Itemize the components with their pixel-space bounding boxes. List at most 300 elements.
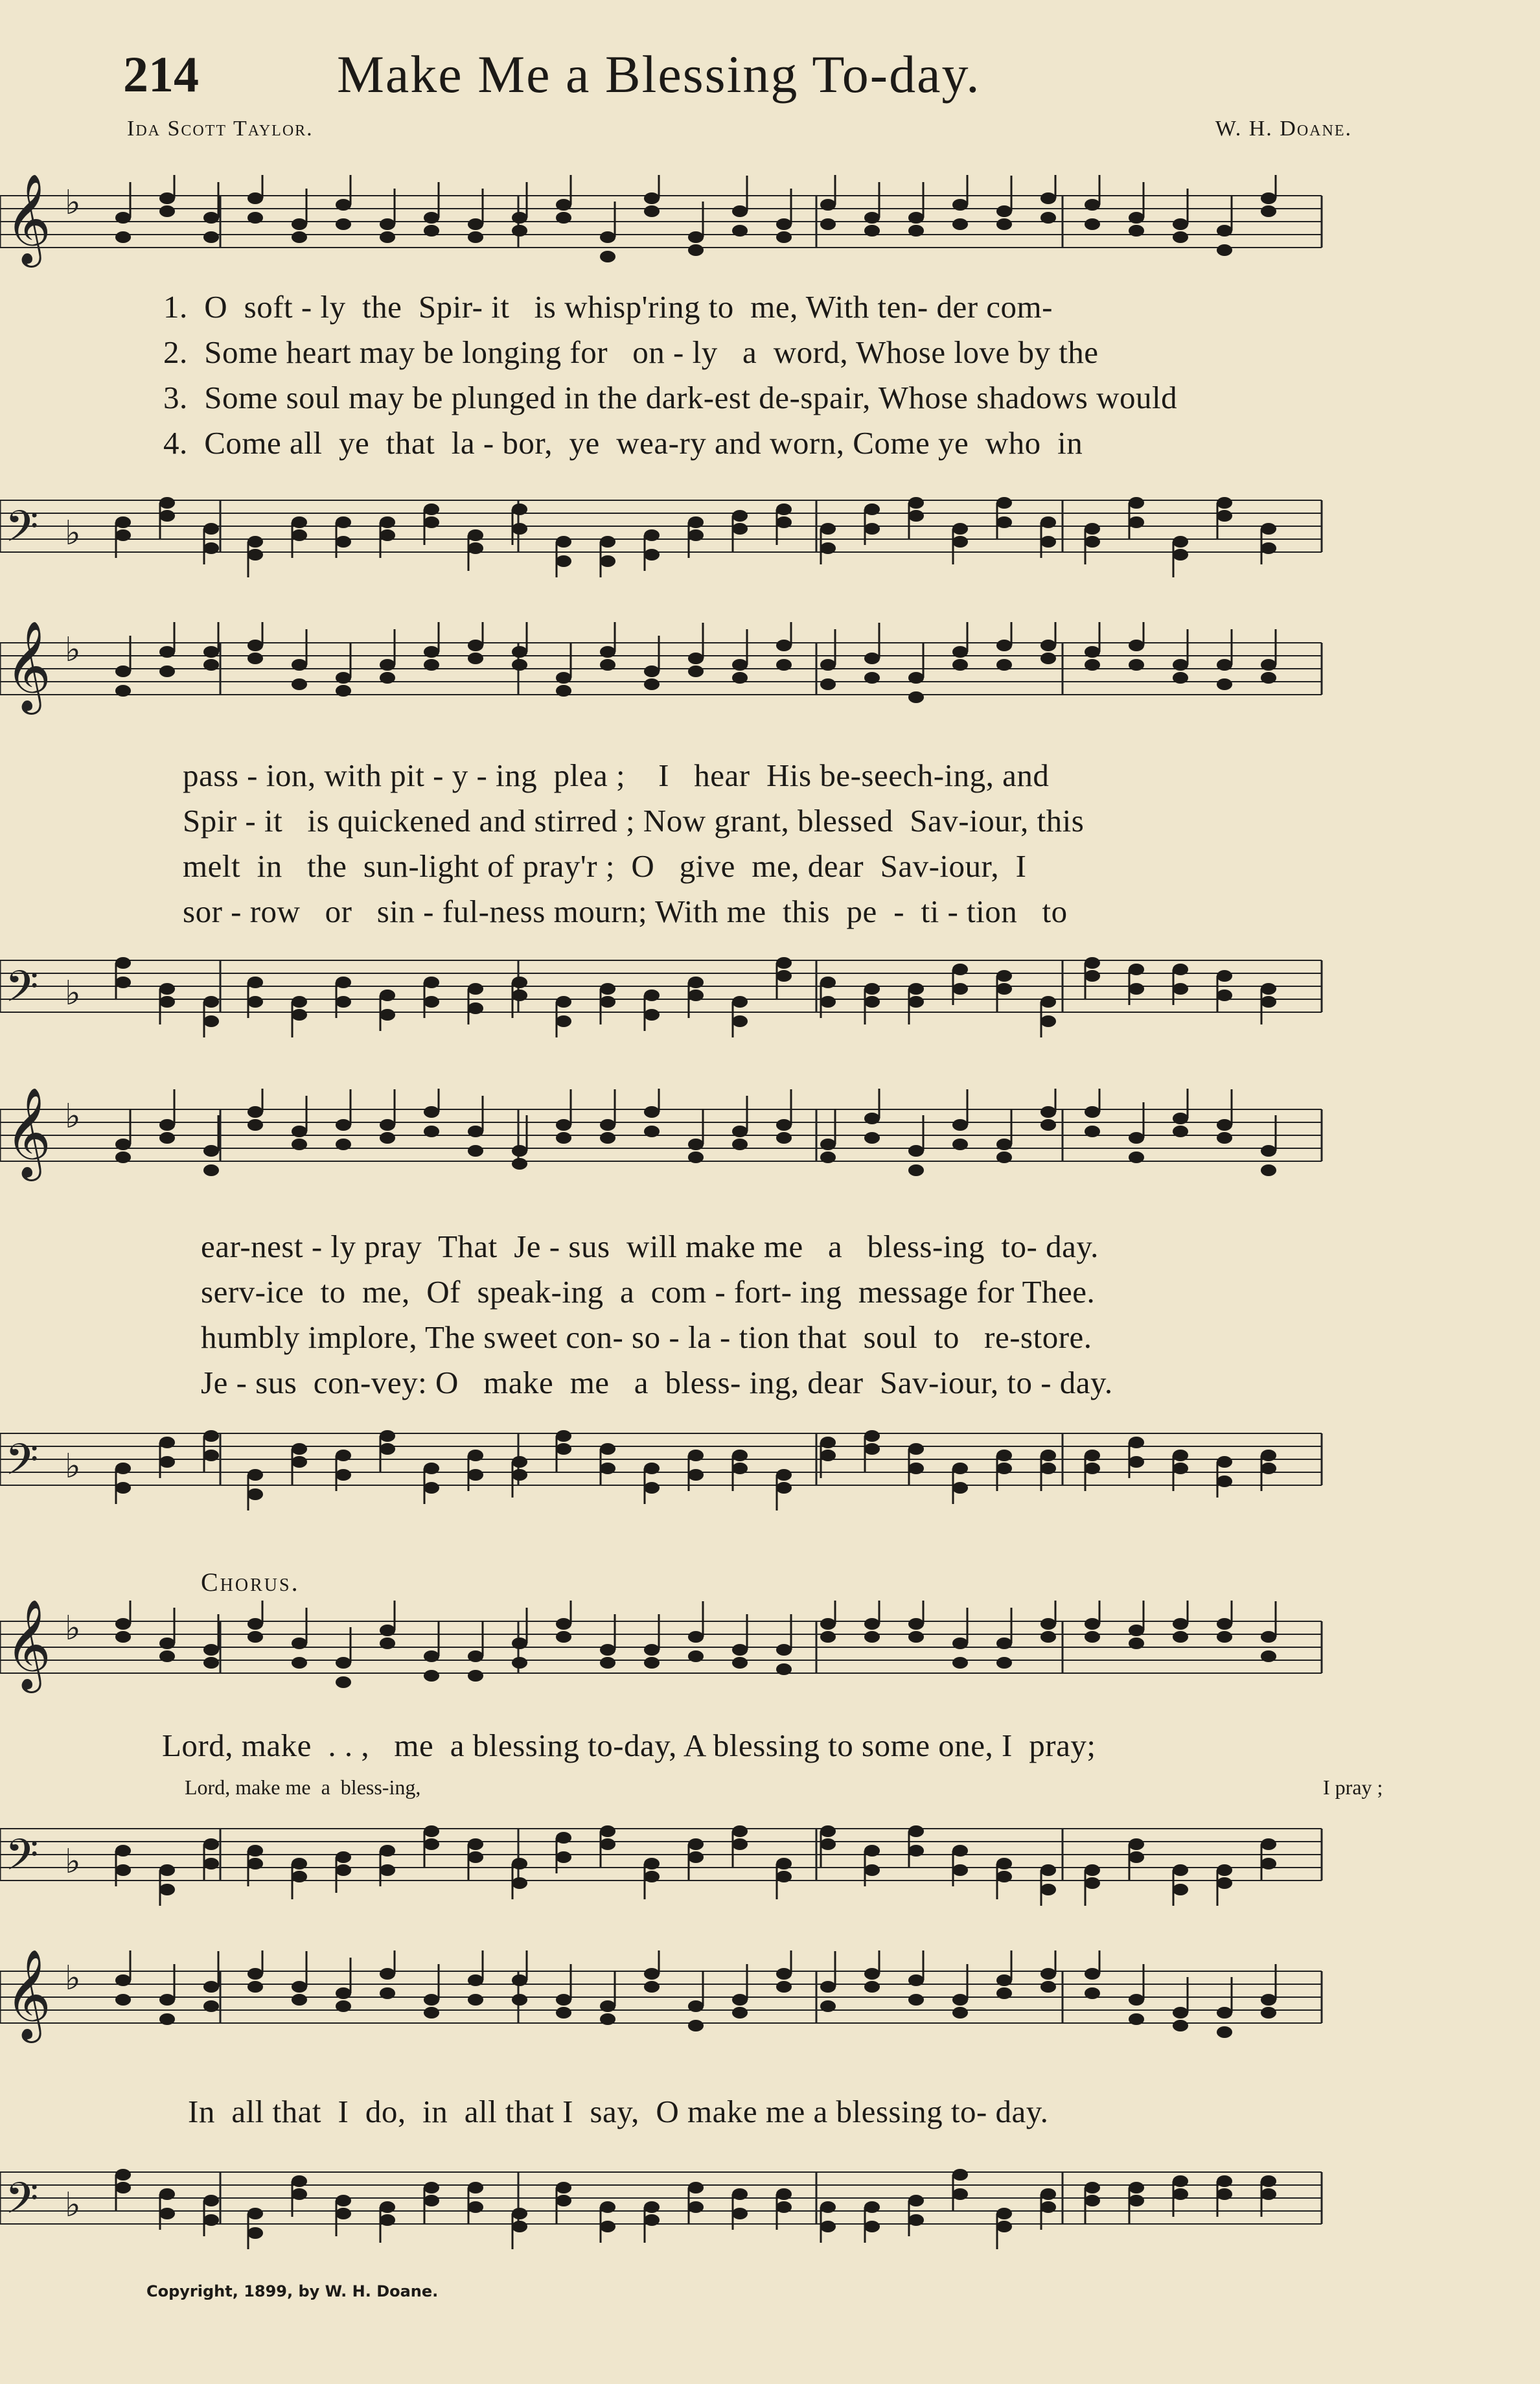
note-head-icon bbox=[644, 1009, 660, 1021]
note-head-icon bbox=[732, 996, 748, 1008]
note-head-icon bbox=[115, 1974, 131, 1986]
bass-staff-system-2 bbox=[0, 940, 1328, 1056]
note-head-icon bbox=[115, 1845, 131, 1857]
note-head-icon bbox=[688, 2182, 704, 2193]
note-head-icon bbox=[468, 2182, 483, 2193]
note-head-icon bbox=[468, 2201, 483, 2213]
note-head-icon bbox=[1040, 1106, 1056, 1118]
note-head-icon bbox=[688, 2201, 704, 2213]
note-head-icon bbox=[1040, 516, 1056, 528]
note-head-icon bbox=[468, 231, 483, 243]
bass-clef-icon: 𝄢 bbox=[5, 962, 39, 1022]
note-head-icon bbox=[600, 1463, 615, 1474]
note-head-icon bbox=[776, 970, 792, 982]
note-head-icon bbox=[468, 218, 483, 230]
note-head-icon bbox=[468, 1838, 483, 1850]
note-head-icon bbox=[908, 2195, 924, 2206]
note-head-icon bbox=[776, 516, 792, 528]
note-head-icon bbox=[424, 2007, 439, 2019]
note-head-icon bbox=[820, 1437, 836, 1448]
note-head-icon bbox=[203, 2214, 219, 2226]
note-head-icon bbox=[688, 2000, 704, 2012]
note-head-icon bbox=[1085, 218, 1100, 230]
note-head-icon bbox=[776, 659, 792, 671]
note-head-icon bbox=[1040, 653, 1056, 664]
note-head-icon bbox=[1085, 2182, 1100, 2193]
note-head-icon bbox=[468, 640, 483, 651]
note-head-icon bbox=[1217, 497, 1232, 509]
note-head-icon bbox=[820, 678, 836, 690]
note-head-icon bbox=[1261, 2175, 1276, 2187]
note-head-icon bbox=[1217, 989, 1232, 1001]
note-head-icon bbox=[1173, 2175, 1188, 2187]
note-head-icon bbox=[203, 1450, 219, 1461]
note-head-icon bbox=[732, 1450, 748, 1461]
bass-staff-system-4 bbox=[0, 1808, 1328, 1925]
note-head-icon bbox=[952, 218, 968, 230]
note-head-icon bbox=[424, 503, 439, 515]
note-head-icon bbox=[1129, 983, 1144, 995]
note-head-icon bbox=[864, 1981, 880, 1993]
note-head-icon bbox=[292, 2175, 307, 2187]
note-head-icon bbox=[732, 1825, 748, 1837]
treble-clef-icon: 𝄞 bbox=[5, 1601, 51, 1689]
note-head-icon bbox=[644, 529, 660, 541]
note-head-icon bbox=[424, 659, 439, 671]
note-head-icon bbox=[247, 1631, 263, 1643]
note-head-icon bbox=[600, 2221, 615, 2232]
note-head-icon bbox=[996, 1151, 1012, 1163]
note-head-icon bbox=[1173, 536, 1188, 548]
verse-line: humbly implore, The sweet con- so - la - tion that soul to re-store. bbox=[201, 1319, 1092, 1355]
treble-clef-icon: 𝄞 bbox=[5, 1950, 51, 2039]
note-head-icon bbox=[688, 1851, 704, 1863]
note-head-icon bbox=[820, 199, 836, 211]
note-head-icon bbox=[600, 646, 615, 658]
note-head-icon bbox=[1085, 1631, 1100, 1643]
note-head-icon bbox=[247, 2208, 263, 2219]
note-head-icon bbox=[688, 529, 704, 541]
treble-staff-system-4 bbox=[0, 1601, 1328, 1711]
note-head-icon bbox=[864, 1618, 880, 1630]
note-head-icon bbox=[1085, 1877, 1100, 1889]
note-head-icon bbox=[1085, 536, 1100, 548]
note-head-icon bbox=[688, 1139, 704, 1150]
note-head-icon bbox=[1129, 497, 1144, 509]
note-head-icon bbox=[424, 1463, 439, 1474]
note-head-icon bbox=[1040, 1981, 1056, 1993]
note-head-icon bbox=[688, 665, 704, 677]
note-head-icon bbox=[159, 983, 175, 995]
note-head-icon bbox=[380, 1443, 395, 1455]
note-head-icon bbox=[644, 2201, 660, 2213]
note-head-icon bbox=[908, 1164, 924, 1176]
note-head-icon bbox=[908, 225, 924, 237]
note-head-icon bbox=[776, 2188, 792, 2200]
note-head-icon bbox=[1173, 983, 1188, 995]
note-head-icon bbox=[556, 1443, 571, 1455]
note-head-icon bbox=[512, 2221, 527, 2232]
note-head-icon bbox=[952, 1864, 968, 1876]
note-head-icon bbox=[864, 1845, 880, 1857]
note-head-icon bbox=[115, 957, 131, 969]
note-head-icon bbox=[644, 1106, 660, 1118]
note-head-icon bbox=[732, 672, 748, 684]
note-head-icon bbox=[380, 659, 395, 671]
note-head-icon bbox=[996, 1657, 1012, 1669]
note-head-icon bbox=[732, 2007, 748, 2019]
note-head-icon bbox=[776, 1663, 792, 1675]
note-head-icon bbox=[644, 1981, 660, 1993]
note-head-icon bbox=[424, 977, 439, 988]
note-head-icon bbox=[600, 983, 615, 995]
note-head-icon bbox=[1261, 1450, 1276, 1461]
note-head-icon bbox=[600, 1119, 615, 1131]
note-head-icon bbox=[996, 205, 1012, 217]
note-head-icon bbox=[115, 529, 131, 541]
note-head-icon bbox=[292, 1994, 307, 2006]
note-head-icon bbox=[468, 653, 483, 664]
note-head-icon bbox=[1261, 983, 1276, 995]
note-head-icon bbox=[952, 1139, 968, 1150]
note-head-icon bbox=[1173, 659, 1188, 671]
note-head-icon bbox=[644, 549, 660, 561]
note-head-icon bbox=[292, 516, 307, 528]
note-head-icon bbox=[820, 1981, 836, 1993]
note-head-icon bbox=[1040, 1631, 1056, 1643]
note-head-icon bbox=[1040, 1864, 1056, 1876]
note-head-icon bbox=[159, 2208, 175, 2219]
note-head-icon bbox=[380, 231, 395, 243]
note-head-icon bbox=[380, 218, 395, 230]
note-head-icon bbox=[1173, 1618, 1188, 1630]
note-head-icon bbox=[468, 1851, 483, 1863]
note-head-icon bbox=[336, 672, 351, 684]
note-head-icon bbox=[512, 1638, 527, 1649]
note-head-icon bbox=[908, 2214, 924, 2226]
note-head-icon bbox=[1129, 1437, 1144, 1448]
note-head-icon bbox=[908, 983, 924, 995]
note-head-icon bbox=[644, 1858, 660, 1869]
note-head-icon bbox=[247, 192, 263, 204]
note-head-icon bbox=[952, 1994, 968, 2006]
note-head-icon bbox=[336, 1450, 351, 1461]
note-head-icon bbox=[247, 1981, 263, 1993]
note-head-icon bbox=[380, 2201, 395, 2213]
note-head-icon bbox=[820, 996, 836, 1008]
note-head-icon bbox=[115, 2182, 131, 2193]
note-head-icon bbox=[556, 996, 571, 1008]
note-head-icon bbox=[864, 212, 880, 224]
note-head-icon bbox=[115, 516, 131, 528]
note-head-icon bbox=[1173, 2007, 1188, 2019]
note-head-icon bbox=[776, 1858, 792, 1869]
note-head-icon bbox=[776, 1981, 792, 1993]
note-head-icon bbox=[952, 2007, 968, 2019]
note-head-icon bbox=[1173, 218, 1188, 230]
note-head-icon bbox=[776, 957, 792, 969]
note-head-icon bbox=[600, 2013, 615, 2025]
note-head-icon bbox=[864, 225, 880, 237]
note-head-icon bbox=[115, 1631, 131, 1643]
note-head-icon bbox=[468, 1974, 483, 1986]
note-head-icon bbox=[336, 2208, 351, 2219]
note-head-icon bbox=[247, 653, 263, 664]
note-head-icon bbox=[908, 1443, 924, 1455]
note-head-icon bbox=[1217, 2188, 1232, 2200]
note-head-icon bbox=[468, 1450, 483, 1461]
note-head-icon bbox=[644, 1463, 660, 1474]
note-head-icon bbox=[732, 1015, 748, 1027]
note-head-icon bbox=[247, 212, 263, 224]
note-head-icon bbox=[512, 1145, 527, 1157]
note-head-icon bbox=[864, 983, 880, 995]
note-head-icon bbox=[424, 1650, 439, 1662]
note-head-icon bbox=[600, 1443, 615, 1455]
note-head-icon bbox=[776, 1871, 792, 1882]
note-head-icon bbox=[732, 659, 748, 671]
note-head-icon bbox=[336, 1119, 351, 1131]
note-head-icon bbox=[292, 2188, 307, 2200]
note-head-icon bbox=[336, 996, 351, 1008]
note-head-icon bbox=[1217, 1119, 1232, 1131]
note-head-icon bbox=[556, 555, 571, 567]
note-head-icon bbox=[1217, 1864, 1232, 1876]
note-head-icon bbox=[864, 503, 880, 515]
note-head-icon bbox=[776, 503, 792, 515]
note-head-icon bbox=[115, 977, 131, 988]
note-head-icon bbox=[1040, 2201, 1056, 2213]
note-head-icon bbox=[1085, 1618, 1100, 1630]
bass-staff-system-1 bbox=[0, 480, 1328, 596]
note-head-icon bbox=[247, 1106, 263, 1118]
note-head-icon bbox=[1085, 1987, 1100, 1999]
note-head-icon bbox=[247, 977, 263, 988]
note-head-icon bbox=[644, 2214, 660, 2226]
note-head-icon bbox=[996, 640, 1012, 651]
note-head-icon bbox=[468, 1670, 483, 1682]
note-head-icon bbox=[908, 672, 924, 684]
note-head-icon bbox=[556, 2195, 571, 2206]
note-head-icon bbox=[1261, 1838, 1276, 1850]
note-head-icon bbox=[644, 1126, 660, 1137]
note-head-icon bbox=[468, 1002, 483, 1014]
note-head-icon bbox=[1085, 1864, 1100, 1876]
note-head-icon bbox=[996, 1638, 1012, 1649]
note-head-icon bbox=[996, 1450, 1012, 1461]
note-head-icon bbox=[1040, 1463, 1056, 1474]
note-head-icon bbox=[1261, 2188, 1276, 2200]
note-head-icon bbox=[1085, 1463, 1100, 1474]
note-head-icon bbox=[1129, 1994, 1144, 2006]
note-head-icon bbox=[115, 1463, 131, 1474]
note-head-icon bbox=[292, 1443, 307, 1455]
note-head-icon bbox=[380, 1864, 395, 1876]
note-head-icon bbox=[159, 2188, 175, 2200]
note-head-icon bbox=[996, 1463, 1012, 1474]
note-head-icon bbox=[159, 510, 175, 522]
note-head-icon bbox=[203, 1981, 219, 1993]
note-head-icon bbox=[556, 2007, 571, 2019]
note-head-icon bbox=[820, 977, 836, 988]
note-head-icon bbox=[1217, 510, 1232, 522]
note-head-icon bbox=[776, 2201, 792, 2213]
note-head-icon bbox=[159, 1884, 175, 1895]
note-head-icon bbox=[644, 665, 660, 677]
note-head-icon bbox=[159, 1119, 175, 1131]
note-head-icon bbox=[996, 1139, 1012, 1150]
note-head-icon bbox=[556, 212, 571, 224]
note-head-icon bbox=[380, 516, 395, 528]
note-head-icon bbox=[688, 244, 704, 256]
note-head-icon bbox=[380, 1845, 395, 1857]
note-head-icon bbox=[1261, 1858, 1276, 1869]
note-head-icon bbox=[292, 678, 307, 690]
note-head-icon bbox=[776, 640, 792, 651]
note-head-icon bbox=[600, 2201, 615, 2213]
note-head-icon bbox=[556, 1851, 571, 1863]
note-head-icon bbox=[1085, 523, 1100, 535]
note-head-icon bbox=[1040, 1450, 1056, 1461]
note-head-icon bbox=[688, 653, 704, 664]
note-head-icon bbox=[115, 212, 131, 224]
note-head-icon bbox=[952, 646, 968, 658]
note-head-icon bbox=[908, 1631, 924, 1643]
note-head-icon bbox=[1261, 1994, 1276, 2006]
note-head-icon bbox=[732, 2208, 748, 2219]
note-head-icon bbox=[732, 1139, 748, 1150]
note-head-icon bbox=[247, 2227, 263, 2239]
note-head-icon bbox=[1129, 1851, 1144, 1863]
bass-staff-system-5 bbox=[0, 2151, 1328, 2274]
note-head-icon bbox=[1040, 2188, 1056, 2200]
note-head-icon bbox=[864, 1631, 880, 1643]
note-head-icon bbox=[159, 497, 175, 509]
flat-icon: ♭ bbox=[65, 514, 81, 553]
note-head-icon bbox=[556, 1015, 571, 1027]
note-head-icon bbox=[203, 542, 219, 554]
note-head-icon bbox=[247, 996, 263, 1008]
note-head-icon bbox=[864, 1430, 880, 1442]
note-head-icon bbox=[644, 192, 660, 204]
note-head-icon bbox=[159, 1132, 175, 1144]
note-head-icon bbox=[115, 2169, 131, 2181]
note-head-icon bbox=[1217, 678, 1232, 690]
note-head-icon bbox=[247, 1119, 263, 1131]
note-head-icon bbox=[380, 1430, 395, 1442]
note-head-icon bbox=[908, 691, 924, 703]
note-head-icon bbox=[380, 1132, 395, 1144]
note-head-icon bbox=[732, 1644, 748, 1656]
note-head-icon bbox=[1085, 646, 1100, 658]
note-head-icon bbox=[247, 1469, 263, 1481]
note-head-icon bbox=[1129, 659, 1144, 671]
note-head-icon bbox=[600, 555, 615, 567]
note-head-icon bbox=[688, 989, 704, 1001]
note-head-icon bbox=[644, 678, 660, 690]
note-head-icon bbox=[908, 510, 924, 522]
note-head-icon bbox=[644, 1482, 660, 1494]
note-head-icon bbox=[115, 231, 131, 243]
note-head-icon bbox=[336, 2000, 351, 2012]
note-head-icon bbox=[732, 205, 748, 217]
note-head-icon bbox=[688, 1631, 704, 1643]
note-head-icon bbox=[292, 218, 307, 230]
flat-icon: ♭ bbox=[65, 974, 81, 1013]
note-head-icon bbox=[1217, 2026, 1232, 2038]
note-head-icon bbox=[952, 2169, 968, 2181]
note-head-icon bbox=[159, 192, 175, 204]
note-head-icon bbox=[1217, 1877, 1232, 1889]
note-head-icon bbox=[1085, 970, 1100, 982]
note-head-icon bbox=[512, 659, 527, 671]
note-head-icon bbox=[776, 1644, 792, 1656]
note-head-icon bbox=[1129, 516, 1144, 528]
note-head-icon bbox=[159, 1456, 175, 1468]
note-head-icon bbox=[556, 685, 571, 697]
note-head-icon bbox=[1129, 1151, 1144, 1163]
note-head-icon bbox=[336, 199, 351, 211]
note-head-icon bbox=[820, 2201, 836, 2213]
note-head-icon bbox=[1129, 640, 1144, 651]
note-head-icon bbox=[644, 1644, 660, 1656]
bass-clef-icon: 𝄢 bbox=[5, 502, 39, 562]
note-head-icon bbox=[908, 1618, 924, 1630]
note-head-icon bbox=[1261, 1631, 1276, 1643]
note-head-icon bbox=[292, 1126, 307, 1137]
note-head-icon bbox=[247, 1968, 263, 1980]
note-head-icon bbox=[115, 1994, 131, 2006]
note-head-icon bbox=[908, 996, 924, 1008]
note-head-icon bbox=[864, 2201, 880, 2213]
note-head-icon bbox=[292, 659, 307, 671]
note-head-icon bbox=[1217, 244, 1232, 256]
note-head-icon bbox=[820, 659, 836, 671]
note-head-icon bbox=[952, 523, 968, 535]
note-head-icon bbox=[512, 1994, 527, 2006]
note-head-icon bbox=[556, 536, 571, 548]
note-head-icon bbox=[159, 2013, 175, 2025]
note-head-icon bbox=[864, 1132, 880, 1144]
note-head-icon bbox=[776, 231, 792, 243]
note-head-icon bbox=[820, 1450, 836, 1461]
note-head-icon bbox=[600, 1644, 615, 1656]
note-head-icon bbox=[864, 1443, 880, 1455]
note-head-icon bbox=[1040, 1968, 1056, 1980]
note-head-icon bbox=[115, 685, 131, 697]
note-head-icon bbox=[600, 231, 615, 243]
note-head-icon bbox=[159, 205, 175, 217]
note-head-icon bbox=[292, 1638, 307, 1649]
note-head-icon bbox=[1217, 1631, 1232, 1643]
note-head-icon bbox=[1261, 1145, 1276, 1157]
note-head-icon bbox=[203, 212, 219, 224]
treble-staff-system-2 bbox=[0, 622, 1328, 726]
note-head-icon bbox=[424, 1825, 439, 1837]
note-head-icon bbox=[908, 1994, 924, 2006]
note-head-icon bbox=[820, 1151, 836, 1163]
note-head-icon bbox=[1261, 1650, 1276, 1662]
note-head-icon bbox=[952, 1638, 968, 1649]
note-head-icon bbox=[424, 646, 439, 658]
hymn-number: 214 bbox=[123, 46, 199, 102]
note-head-icon bbox=[380, 672, 395, 684]
note-head-icon bbox=[1173, 1126, 1188, 1137]
note-head-icon bbox=[336, 1987, 351, 1999]
note-head-icon bbox=[1173, 2188, 1188, 2200]
note-head-icon bbox=[864, 1864, 880, 1876]
note-head-icon bbox=[776, 218, 792, 230]
